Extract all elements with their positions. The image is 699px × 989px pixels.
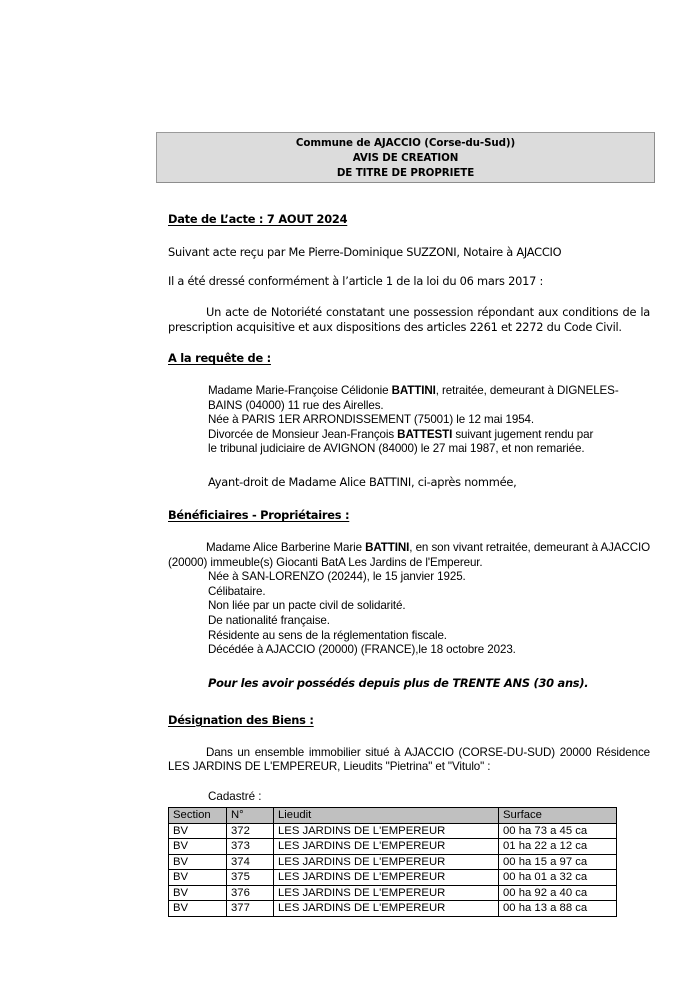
requerant-divorce-line [208, 428, 650, 443]
cell-section: BV [169, 823, 227, 839]
possession-statement: Pour les avoir possédés depuis plus de TRENTE ANS (30 ans). [208, 675, 589, 690]
table-row [169, 823, 617, 839]
date-acte-heading: Date de L’acte : 7 AOUT 2024 [168, 212, 348, 226]
cell-lieudit: LES JARDINS DE L'EMPEREUR [274, 870, 499, 886]
notoriety-paragraph: Un acte de Notoriété constatant une possession répondant aux conditions de la prescription acquisitive et aux dispositions des articles 2261 et 2272 du Code Civil. [168, 305, 650, 334]
cell-section: BV [169, 870, 227, 886]
table-row [169, 854, 617, 870]
beneficiaire-detail-line: Née à SAN-LORENZO (20244), le 15 janvier 1925. [208, 570, 466, 584]
requerant-prefix: Madame Marie-Françoise Célidonie [208, 384, 392, 397]
cell-lieudit: LES JARDINS DE L'EMPEREUR [274, 854, 499, 870]
table-row [169, 885, 617, 901]
cell-lieudit: LES JARDINS DE L'EMPEREUR [274, 885, 499, 901]
document-body [168, 212, 650, 917]
spacer [168, 366, 650, 384]
header-line-avis: AVIS DE CREATION [352, 151, 459, 164]
beneficiaire-detail-line: Décédée à AJACCIO (20000) (FRANCE),le 18 octobre 2023. [208, 643, 516, 657]
cell-numero: 374 [227, 854, 274, 870]
column-header-lieudit: Lieudit [274, 807, 499, 823]
cell-lieudit: LES JARDINS DE L'EMPEREUR [274, 901, 499, 917]
spacer [168, 457, 650, 475]
beneficiaire-prefix: Madame Alice Barberine Marie [206, 540, 366, 554]
column-header-section: Section [169, 807, 227, 823]
cell-surface: 00 ha 73 a 45 ca [499, 823, 617, 839]
cell-lieudit: LES JARDINS DE L'EMPEREUR [274, 839, 499, 855]
document-header-box [156, 132, 655, 183]
spacer [168, 523, 650, 541]
column-header-surface: Surface [499, 807, 617, 823]
requerant-identity-line [208, 384, 650, 413]
column-header-numero: N° [227, 807, 274, 823]
spacer [168, 658, 650, 676]
designation-heading: Désignation des Biens : [168, 712, 314, 727]
requerant-divorce-prefix: Divorcée de Monsieur Jean-François [208, 427, 398, 441]
ayant-droit-line: Ayant-droit de Madame Alice BATTINI, ci-après nommée, [208, 474, 517, 489]
cell-lieudit: LES JARDINS DE L'EMPEREUR [274, 823, 499, 839]
notary-line: Suivant acte reçu par Me Pierre-Dominique SUZZONI, Notaire à AJACCIO [168, 245, 562, 259]
requerant-divorce-suffix: suivant jugement rendu par [452, 427, 594, 441]
requerant-tribunal-line: le tribunal judiciaire de AVIGNON (84000) le 27 mai 1987, et non remariée. [208, 442, 585, 456]
cadastre-table [168, 807, 617, 917]
cell-section: BV [169, 901, 227, 917]
spacer [168, 335, 650, 351]
ex-spouse-surname: BATTESTI [397, 427, 453, 441]
header-line-titre: DE TITRE DE PROPRIETE [336, 166, 475, 179]
beneficiaire-detail-line: Résidente au sens de la réglementation fiscale. [208, 628, 447, 642]
cell-section: BV [169, 854, 227, 870]
cell-surface: 01 ha 22 a 12 ca [499, 839, 617, 855]
beneficiaire-identity-line [168, 541, 650, 570]
beneficiaire-suffix: , en son vivant retraitée, demeurant à AJACCIO (20000) immeuble(s) Giocanti BatA Les Jardins de l'Empereur. [168, 540, 651, 569]
law-reference-line: Il a été dressé conformément à l’article 1 de la loi du 06 mars 2017 : [168, 274, 544, 288]
designation-paragraph: Dans un ensemble immobilier situé à AJACCIO (CORSE-DU-SUD) 20000 Résidence LES JARDINS DE L'EMPEREUR, Lieudits "Pietrina" et "Vitulo" : [168, 745, 650, 774]
cell-section: BV [169, 885, 227, 901]
header-line-commune: Commune de AJACCIO (Corse-du-Sud)) [295, 136, 516, 149]
beneficiaire-block [168, 541, 650, 658]
cadastre-table-head [169, 807, 617, 823]
requerant-block [168, 384, 650, 457]
spacer [168, 490, 650, 508]
cell-numero: 377 [227, 901, 274, 917]
beneficiaire-detail-line: De nationalité française. [208, 613, 330, 627]
beneficiaire-detail-line: Non liée par un pacte civil de solidarité. [208, 599, 406, 613]
cadastre-label: Cadastré : [208, 789, 262, 803]
requerant-surname: BATTINI [391, 384, 436, 397]
cell-numero: 376 [227, 885, 274, 901]
requerant-suffix: , retraitée, demeurant à DIGNELES-BAINS (04000) 11 rue des Airelles. [208, 384, 619, 412]
table-row [169, 901, 617, 917]
cell-surface: 00 ha 13 a 88 ca [499, 901, 617, 917]
spacer [168, 775, 650, 789]
spacer [168, 728, 650, 746]
table-header-row [169, 807, 617, 823]
cell-numero: 372 [227, 823, 274, 839]
requerant-birth-line: Née à PARIS 1ER ARRONDISSEMENT (75001) le 12 mai 1954. [208, 413, 535, 427]
beneficiaire-surname: BATTINI [365, 540, 410, 554]
spacer [168, 691, 650, 713]
cell-numero: 375 [227, 870, 274, 886]
cell-surface: 00 ha 01 a 32 ca [499, 870, 617, 886]
cell-section: BV [169, 839, 227, 855]
spacer [168, 289, 650, 305]
table-row [169, 870, 617, 886]
cell-surface: 00 ha 92 a 40 ca [499, 885, 617, 901]
beneficiaires-heading: Bénéficiaires - Propriétaires : [168, 507, 350, 522]
table-row [169, 839, 617, 855]
beneficiaire-details [168, 570, 650, 658]
spacer [168, 260, 650, 274]
spacer [168, 227, 650, 245]
cell-surface: 00 ha 15 a 97 ca [499, 854, 617, 870]
cell-numero: 373 [227, 839, 274, 855]
cadastre-table-body [169, 823, 617, 917]
beneficiaire-detail-line: Célibataire. [208, 584, 266, 598]
requete-heading: A la requête de : [168, 351, 271, 365]
